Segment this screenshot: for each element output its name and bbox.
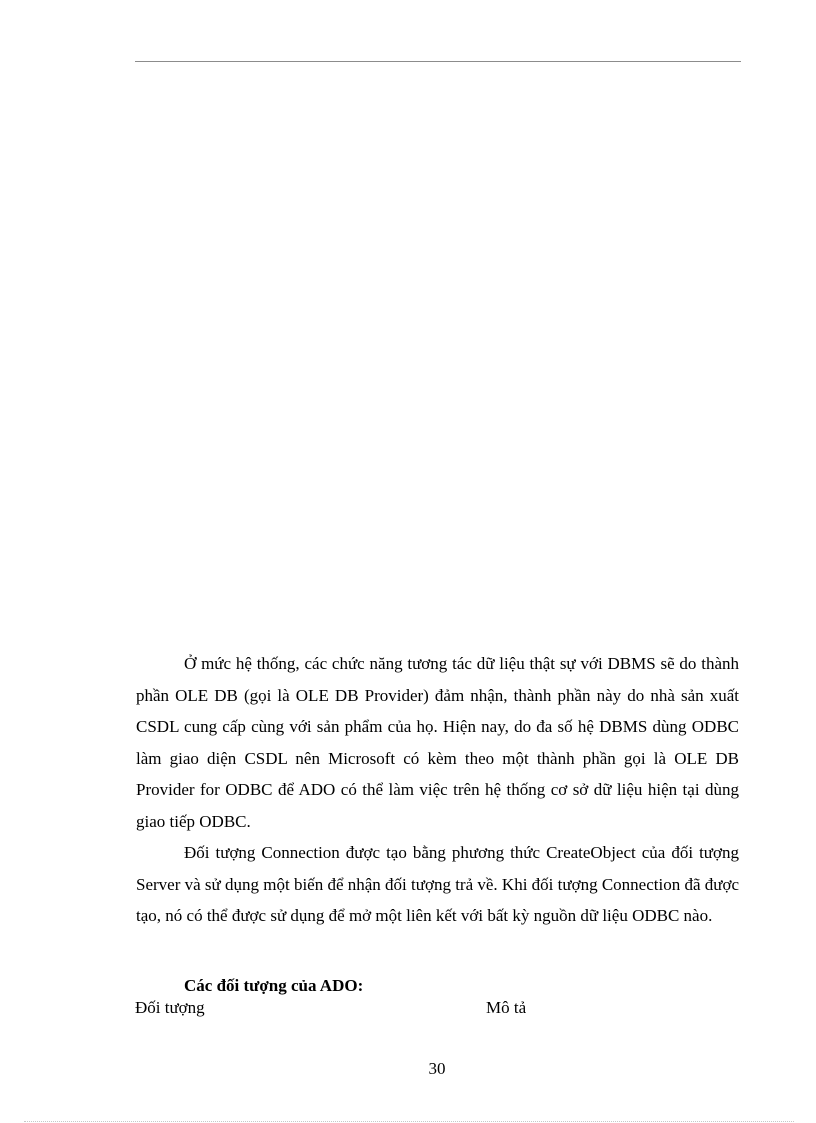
column-header-description: Mô tả [486,998,527,1017]
header-rule [135,61,741,62]
paragraph-connection-object: Đối tượng Connection được tạo bằng phương thức CreateObject của đối tượng Server và sử dụng một biến để nhận đối tượng trả về. Khi đối tượng Connection đã được tạo, nó có thể được sử dụng để mở một liên kết với bất kỳ nguồn dữ liệu ODBC nào. [136,843,739,925]
section-heading: Các đối tượng của ADO: [184,976,364,995]
column-header-object: Đối tượng [135,998,205,1017]
page-number: 30 [428,1059,446,1078]
bottom-rule [24,1121,794,1122]
paragraph-ole-db: Ở mức hệ thống, các chức năng tương tác dữ liệu thật sự với DBMS sẽ do thành phần OLE DB (gọi là OLE DB Provider) đảm nhận, thành phần này do nhà sản xuất CSDL cung cấp cùng với sản phẩm của họ. Hiện nay, do đa số hệ DBMS dùng ODBC làm giao diện CSDL nên Microsoft có kèm theo một thành phần gọi là OLE DB Provider for ODBC để ADO có thể làm việc trên hệ thống cơ sở dữ liệu hiện tại dùng giao tiếp ODBC. [136,654,739,831]
body-text [136,648,739,932]
